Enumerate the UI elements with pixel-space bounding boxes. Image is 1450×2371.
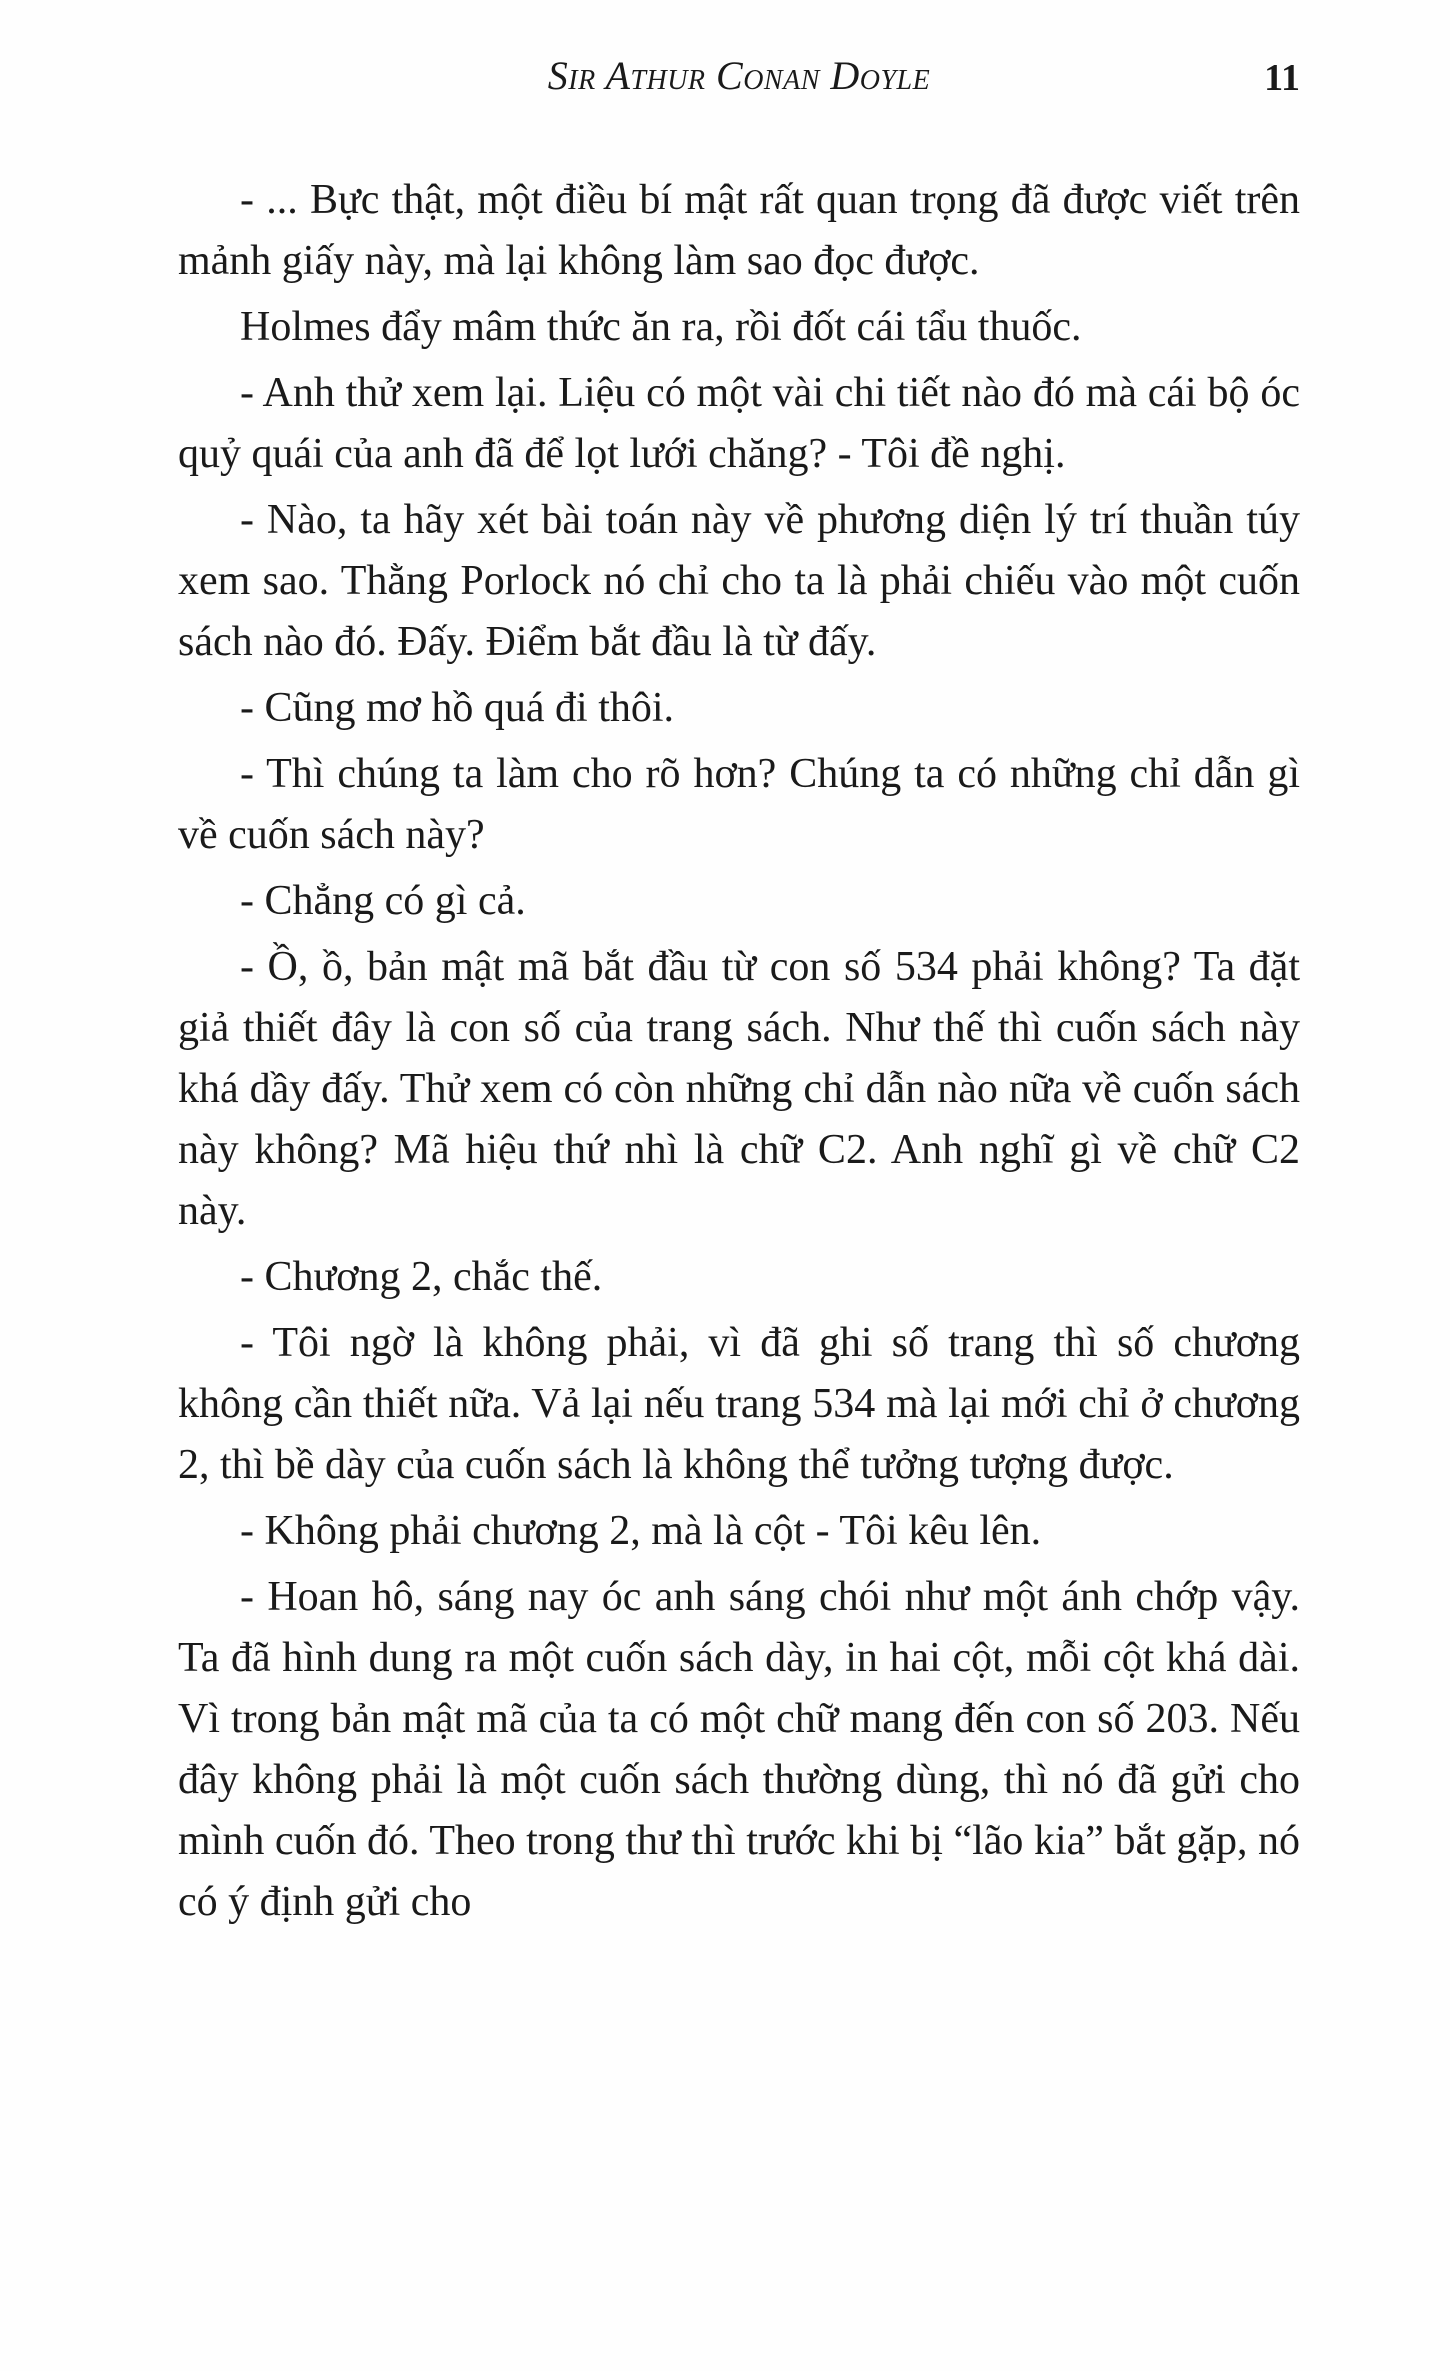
paragraph-10: - Tôi ngờ là không phải, vì đã ghi số trang thì số chương không cần thiết nữa. Vả lại nếu trang 534 mà lại mới chỉ ở chương 2, thì bề dày của cuốn sách là không thể tưởng tượng được.	[178, 1320, 1300, 1488]
running-header	[178, 52, 1300, 112]
body-text	[178, 170, 1300, 1933]
header-title: Sir Athur Conan Doyle	[547, 53, 931, 98]
paragraph-7: - Chẳng có gì cả.	[240, 878, 526, 924]
paragraph-11: - Không phải chương 2, mà là cột - Tôi kêu lên.	[240, 1508, 1042, 1554]
paragraph-3: - Anh thử xem lại. Liệu có một vài chi tiết nào đó mà cái bộ óc quỷ quái của anh đã để lọt lưới chăng? - Tôi đề nghị.	[178, 370, 1300, 477]
paragraph-2: Holmes đẩy mâm thức ăn ra, rồi đốt cái tẩu thuốc.	[240, 304, 1082, 350]
paragraph-4: - Nào, ta hãy xét bài toán này về phương diện lý trí thuần túy xem sao. Thằng Porlock nó chỉ cho ta là phải chiếu vào một cuốn sách nào đó. Đấy. Điểm bắt đầu là từ đấy.	[178, 497, 1300, 665]
paragraph-12: - Hoan hô, sáng nay óc anh sáng chói như một ánh chớp vậy. Ta đã hình dung ra một cuốn sách dày, in hai cột, mỗi cột khá dài. Vì trong bản mật mã của ta có một chữ mang đến con số 203. Nếu đây không phải là một cuốn sách thường dùng, thì nó đã gửi cho mình cuốn đó. Theo trong thư thì trước khi bị “lão kia” bắt gặp, nó có ý định gửi cho	[178, 1574, 1300, 1925]
paragraph-6: - Thì chúng ta làm cho rõ hơn? Chúng ta có những chỉ dẫn gì về cuốn sách này?	[178, 751, 1300, 858]
paragraph-8: - Ồ, ồ, bản mật mã bắt đầu từ con số 534 phải không? Ta đặt giả thiết đây là con số của trang sách. Như thế thì cuốn sách này khá dầy đấy. Thử xem có còn những chỉ dẫn nào nữa về cuốn sách này không? Mã hiệu thứ nhì là chữ C2. Anh nghĩ gì về chữ C2 này.	[178, 944, 1300, 1234]
paragraph-9: - Chương 2, chắc thế.	[240, 1254, 603, 1300]
paragraph-1: - ... Bực thật, một điều bí mật rất quan trọng đã được viết trên mảnh giấy này, mà lại không làm sao đọc được.	[178, 177, 1300, 284]
page-number: 11	[1264, 57, 1300, 99]
paragraph-5: - Cũng mơ hồ quá đi thôi.	[240, 685, 675, 731]
